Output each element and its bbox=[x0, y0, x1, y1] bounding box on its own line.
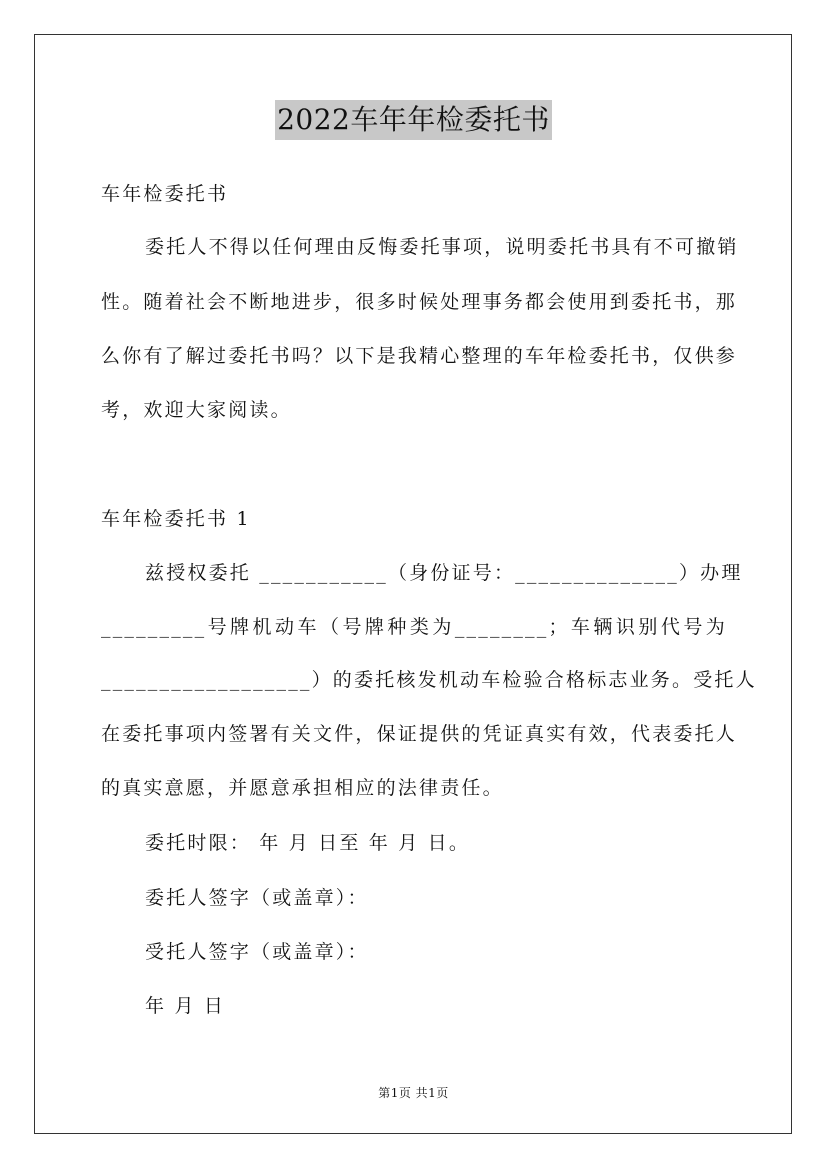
intro-line-2: 性。随着社会不断地进步，很多时候处理事务都会使用到委托书，那 bbox=[101, 291, 738, 313]
body-line-1: 兹授权委托 ___________（身份证号：______________）办理 bbox=[145, 562, 743, 584]
section-heading: 车年检委托书 1 bbox=[101, 508, 251, 530]
intro-line-1: 委托人不得以任何理由反悔委托事项，说明委托书具有不可撤销 bbox=[145, 236, 739, 258]
body-line-4: 在委托事项内签署有关文件，保证提供的凭证真实有效，代表委托人 bbox=[101, 723, 738, 745]
intro-line-3: 么你有了解过委托书吗？以下是我精心整理的车年检委托书，仅供参 bbox=[101, 345, 738, 367]
page-footer: 第1页 共1页 bbox=[378, 1086, 449, 1100]
body-line-3: __________________）的委托核发机动车检验合格标志业务。受托人 bbox=[101, 669, 757, 691]
principal-signature: 委托人签字（或盖章）： bbox=[145, 887, 369, 909]
title-container bbox=[0, 100, 827, 140]
body-line-5: 的真实意愿，并愿意承担相应的法律责任。 bbox=[101, 777, 504, 799]
date-line: 年 月 日 bbox=[145, 995, 226, 1017]
agent-signature: 受托人签字（或盖章）： bbox=[145, 941, 369, 963]
document-heading: 车年检委托书 bbox=[101, 183, 229, 205]
document-title: 2022车年年检委托书 bbox=[275, 100, 552, 140]
body-line-2: _________号牌机动车（号牌种类为________；车辆识别代号为 bbox=[101, 616, 727, 638]
intro-line-4: 考，欢迎大家阅读。 bbox=[101, 399, 292, 421]
term-line: 委托时限： 年 月 日至 年 月 日。 bbox=[145, 832, 471, 854]
